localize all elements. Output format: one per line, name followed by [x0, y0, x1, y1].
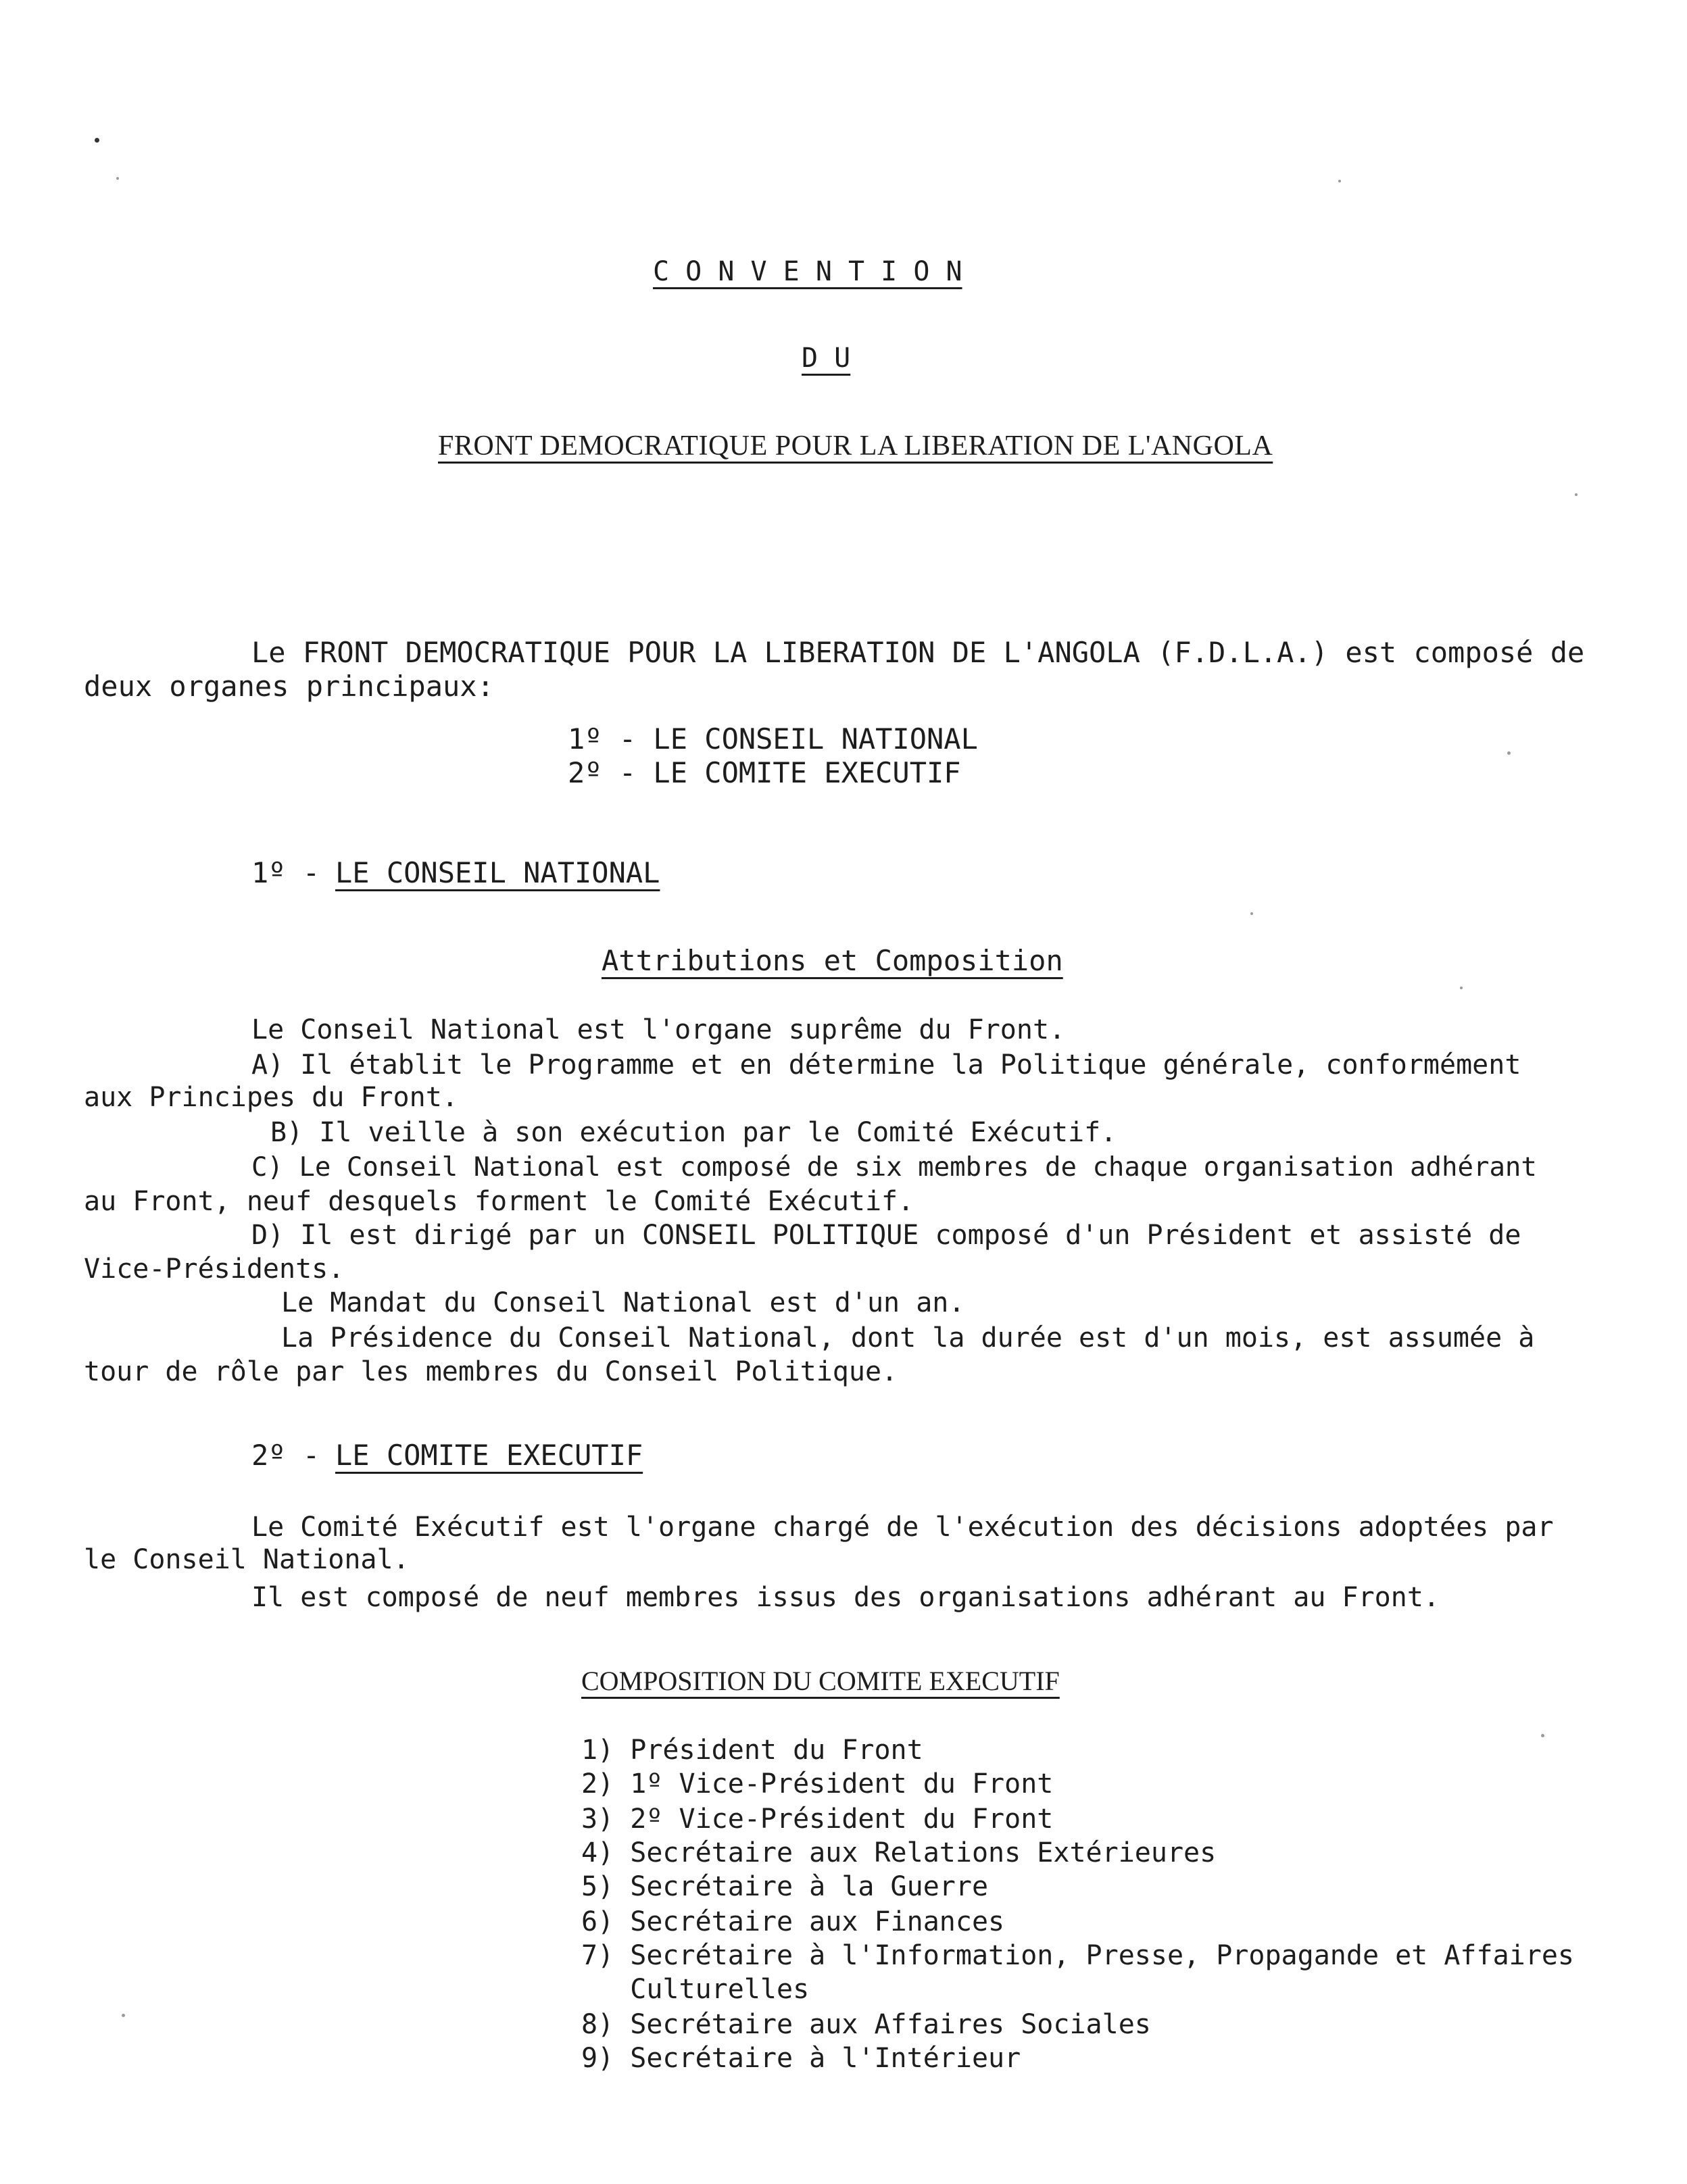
- section1-number: 1º -: [251, 856, 320, 889]
- member-5: 5) Secrétaire à la Guerre: [581, 1871, 989, 1902]
- section2-number: 2º -: [251, 1439, 320, 1472]
- scan-speck: [1250, 912, 1253, 915]
- member-3: 3) 2º Vice-Président du Front: [581, 1804, 1054, 1835]
- section1-line-7: D) Il est dirigé par un CONSEIL POLITIQUE composé d'un Président et assisté de: [251, 1220, 1521, 1251]
- section1-line-6: au Front, neuf desquels forment le Comité Exécutif.: [84, 1186, 914, 1217]
- member-7: 7) Secrétaire à l'Information, Presse, Propagande et Affaires: [581, 1940, 1575, 1971]
- section1-heading: LE CONSEIL NATIONAL: [335, 856, 660, 889]
- member-4: 4) Secrétaire aux Relations Extérieures: [581, 1837, 1217, 1868]
- section1-line-9: Le Mandat du Conseil National est d'un an.: [281, 1287, 965, 1318]
- intro-line-2: deux organes principaux:: [84, 670, 494, 703]
- section1-line-4: B) Il veille à son exécution par le Comité Exécutif.: [270, 1117, 1117, 1148]
- member-1: 1) Président du Front: [581, 1735, 923, 1766]
- intro-organ-1: 1º - LE CONSEIL NATIONAL: [568, 722, 978, 755]
- section1-line-3: aux Principes du Front.: [84, 1082, 458, 1113]
- title-organization: FRONT DEMOCRATIQUE POUR LA LIBERATION DE L'ANGOLA: [438, 430, 1273, 462]
- section1-line-11: tour de rôle par les membres du Conseil Politique.: [84, 1356, 898, 1387]
- member-8: 8) Secrétaire aux Affaires Sociales: [581, 2009, 1151, 2040]
- scan-speck: [95, 138, 99, 143]
- member-6: 6) Secrétaire aux Finances: [581, 1906, 1005, 1937]
- scan-speck: [1507, 751, 1511, 755]
- intro-organ-2: 2º - LE COMITE EXECUTIF: [568, 756, 961, 789]
- section1-line-1: Le Conseil National est l'organe suprême du Front.: [251, 1014, 1066, 1045]
- member-2: 2) 1º Vice-Président du Front: [581, 1768, 1054, 1800]
- section2-heading: LE COMITE EXECUTIF: [335, 1439, 643, 1472]
- section2-line-2: le Conseil National.: [84, 1544, 410, 1575]
- section1-line-10: La Présidence du Conseil National, dont la durée est d'un mois, est assumée à: [281, 1322, 1535, 1354]
- section1-line-5: C) Le Conseil National est composé de six membres de chaque organisation adhérant: [251, 1152, 1537, 1183]
- section2-line-3: Il est composé de neuf membres issus des organisations adhérant au Front.: [251, 1582, 1440, 1613]
- scan-speck: [1575, 493, 1578, 496]
- section1-subheading: Attributions et Composition: [602, 944, 1063, 977]
- member-9: 9) Secrétaire à l'Intérieur: [581, 2043, 1021, 2074]
- section1-line-2: A) Il établit le Programme et en détermine la Politique générale, conformément: [251, 1049, 1521, 1081]
- composition-heading: COMPOSITION DU COMITE EXECUTIF: [581, 1666, 1060, 1696]
- section1-line-8: Vice-Présidents.: [84, 1254, 345, 1285]
- title-convention: C O N V E N T I O N: [653, 256, 962, 287]
- intro-line-1: Le FRONT DEMOCRATIQUE POUR LA LIBERATION DE L'ANGOLA (F.D.L.A.) est composé de: [251, 636, 1585, 669]
- scan-speck: [1460, 987, 1463, 989]
- scan-speck: [122, 2014, 125, 2017]
- scan-speck: [1338, 180, 1341, 182]
- title-du: D U: [802, 343, 851, 374]
- scan-speck: [1541, 1734, 1544, 1737]
- scan-speck: [116, 177, 119, 180]
- member-7-continued: Culturelles: [581, 1974, 810, 2005]
- section2-line-1: Le Comité Exécutif est l'organe chargé de l'exécution des décisions adoptées par: [251, 1512, 1554, 1543]
